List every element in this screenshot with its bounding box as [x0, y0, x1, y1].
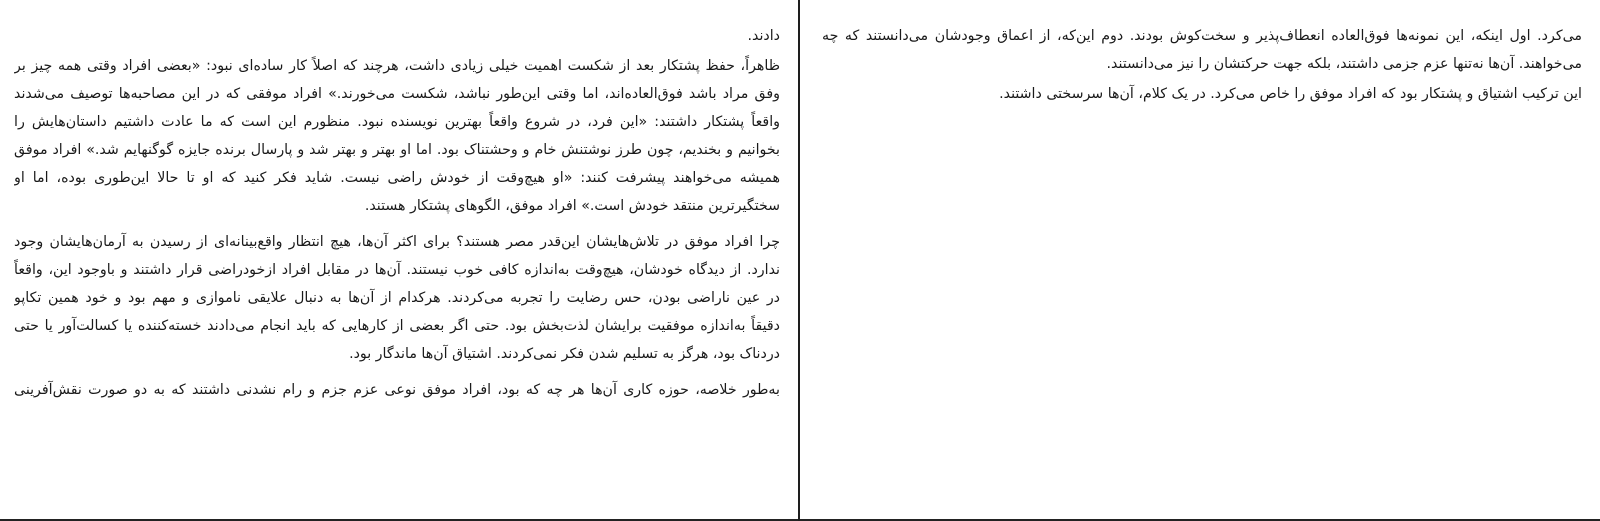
text-line: این ترکیب اشتیاق و پشتکار بود که افراد موفق را خاص می‌کرد. در یک کلام، آن‌ها سرسختی داشتند.	[999, 86, 1582, 102]
paragraph	[14, 52, 780, 220]
text-line: در عین ناراضی بودن، حس رضایت را تجربه می‌کردند. هرکدام از آن‌ها به دنبال علایقی ناموازی و مهم بود و خود همین تکاپو	[14, 290, 780, 306]
text-line: بخوانیم و بخندیم، چون طرز نوشتنش خام و وحشتناک بود. اما او بهتر و بهتر شد و پارسال برنده جایزه گوگنهایم شد.» افراد موفق	[14, 142, 780, 158]
text-line: سختگیرترین منتقد خودش است.» افراد موفق، الگوهای پشتکار هستند.	[364, 198, 780, 214]
text-line: ظاهراً، حفظ پشتکار بعد از شکست اهمیت خیلی زیادی داشت، هرچند که اصلاً کار ساده‌ای نبود: «بعضی افراد وقتی همه چیز بر	[14, 58, 780, 74]
text-line: چرا افراد موفق در تلاش‌هایشان این‌قدر مصر هستند؟ برای اکثر آن‌ها، هیچ انتظار واقع‌بینانه‌ای از رسیدن به آرمان‌هایشان وجود	[14, 234, 780, 250]
right-page	[800, 0, 1600, 519]
text-line: همیشه می‌خواهند پیشرفت کنند: «او هیچ‌وقت از خودش راضی نیست. شاید فکر کنید که او تا حالا این‌طوری بوده، اما او	[14, 170, 780, 186]
text-line: دقیقاً به‌اندازه موفقیت برایشان لذت‌بخش بود. حتی اگر بعضی از کارهایی که باید انجام می‌دادند خسته‌کننده یا کسالت‌آور یا حتی	[14, 318, 780, 334]
paragraph	[14, 376, 780, 404]
text-line: دادند.	[747, 28, 780, 44]
text-line: دردناک بود، هرگز به تسلیم شدن فکر نمی‌کردند. اشتیاق آن‌ها ماندگار بود.	[349, 346, 780, 362]
text-line: به‌طور خلاصه، حوزه کاری آن‌ها هر چه که بود، افراد موفق نوعی عزم جزم و رام نشدنی داشتند که به دو صورت نقش‌آفرینی	[14, 382, 780, 398]
text-line: می‌خواهند. آن‌ها نه‌تنها عزم جزمی داشتند، بلکه جهت حرکتشان را نیز می‌دانستند.	[1106, 56, 1582, 72]
text-line: واقعاً پشتکار داشتند: «این فرد، در شروع واقعاً بهترین نویسنده نبود. منظورم این است که ما عادت داشتیم داستان‌هایش را	[14, 114, 780, 130]
paragraph	[14, 22, 780, 50]
text-line: ندارد. از دیدگاه خودشان، هیچ‌وقت به‌اندازه کافی خوب نیستند. آن‌ها در مقابل افراد ازخودراضی قرار داشتند و باوجود این، واقعاً	[14, 262, 780, 278]
text-line: وفق مراد باشد فوق‌العاده‌اند، اما وقتی این‌طور نباشد، شکست می‌خورند.» افراد موفقی که در این مصاحبه‌ها توصیف می‌شدند	[14, 86, 780, 102]
text-line: می‌کرد. اول اینکه، این نمونه‌ها فوق‌العاده انعطاف‌پذیر و سخت‌کوش بودند. دوم این‌که، از اعماق وجودشان می‌دانستند که چه	[822, 28, 1582, 44]
paragraph	[822, 22, 1582, 78]
left-page	[0, 0, 798, 519]
paragraph	[14, 228, 780, 368]
paragraph	[822, 80, 1582, 108]
